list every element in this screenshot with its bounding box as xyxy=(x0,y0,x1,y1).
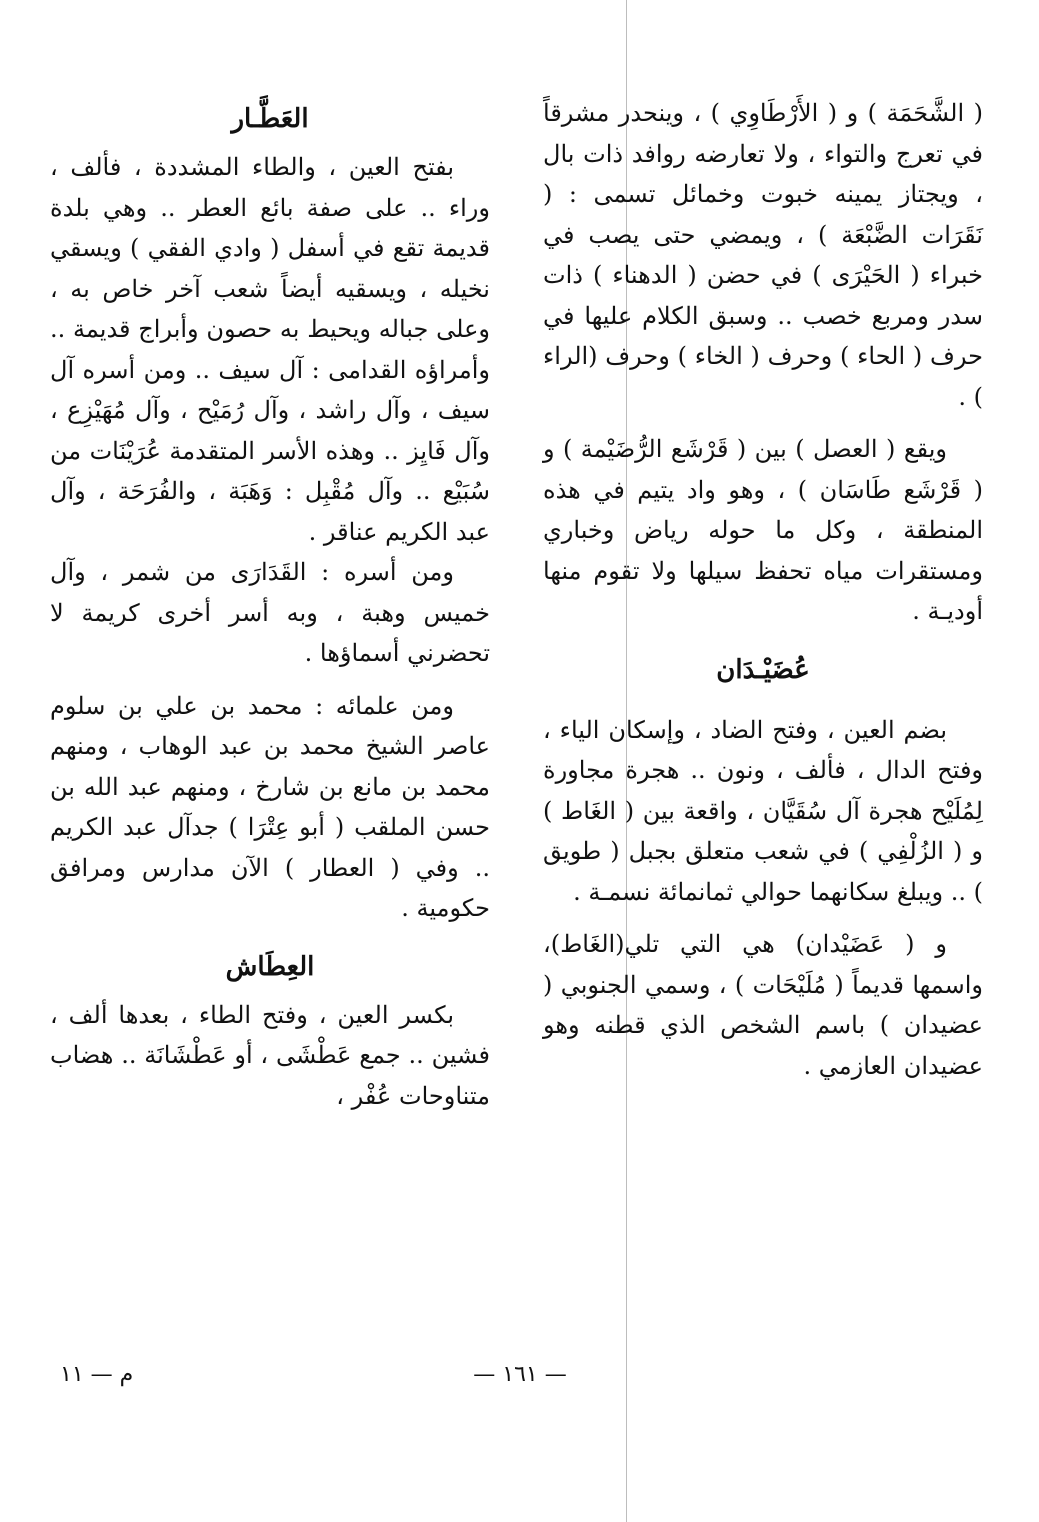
paragraph-al-attar-scholars: ومن علمائه : محمد بن علي بن سلوم عاصر الشيخ محمد بن عبد الوهاب ، ومنهم محمد بن مانع بن شارخ ، ومنهم عبد الله بن حسن الملقب ( أبو عِتْرَا ) جدآل عبد الكريم .. وفي ( العطار ) الآن مدارس ومرافق حكومية . xyxy=(50,691,491,922)
heading-al-attar: العَطَّـار xyxy=(231,104,309,134)
paragraph-al-attar-definition: بفتح العين ، والطاء المشددة ، فألف ، وراء .. على صفة بائع العطر .. وهي بلدة قديمة تقع في أسفل ( وادي الفقي ) ويسقي نخيله ، ويسقيه أيضاً شعب آخر خاص به ، وعلى جباله ويحيط به حصون وأبراج قديمة .. وأمراؤه القدامى : آل سيف .. ومن أسره آل سيف ، وآل راشد ، وآل رُمَيْح ، وآل مُهَيْزِع ، وآل فَايِز .. وهذه الأسر المتقدمة عُرَيْنَات من سُبَيْع .. وآل مُقْبِل : وَهَبَة ، والفُرَحَة ، وآل عبد الكريم عناقر . xyxy=(50,153,490,546)
page-number: — ١٦١ — xyxy=(473,1362,567,1387)
signature-mark: م — ١١ xyxy=(60,1362,134,1387)
heading-udaydan: عُضَيْـدَان xyxy=(716,654,810,685)
left-column xyxy=(50,93,490,1116)
right-column xyxy=(543,93,983,1086)
paragraph-wadi-description: ( الشَّحَمَة ) و ( الأَرْطَاوِي ) ، وينحدر مشرقاً في تعرج والتواء ، ولا تعارضه روافد ذات بال ، ويجتاز يمينه خبوت وخمائل تسمى : ( نَقَرَات الضَّبْعَة ) ، ويمضي حتى يصب في خبراء ( الحَيْرَى ) في حضن ( الدهناء ) ذات سدر ومربع خصب .. وسبق الكلام عليها في حرف ( الحاء ) وحرف ( الخاء ) وحرف (الراء ) . xyxy=(543,99,983,411)
paragraph-al-asal: ويقع ( العصل ) بين ( قَرْشَع الرُّضَيْمة ) و ( قَرْشَع طَاسَان ) ، وهو واد يتيم في هذه المنطقة ، وكل ما حوله رياض وخباري ومستقرات مياه تحفظ سيلها ولا تقوم منها أوديـة . xyxy=(543,435,983,625)
heading-al-itash: العِطَاش xyxy=(225,951,315,982)
paragraph-al-attar-families: ومن أسره : القَدَارَى من شمر ، وآل خميس وهبة ، وبه أسر أخرى كريمة لا تحضرني أسماؤها . xyxy=(50,558,490,667)
paragraph-udaydan-history: و ( عَضَيْدان) هي التي تلي(الغَاط)، واسمها قديماً ( مُلَيْحَات ) ، وسمي الجنوبي ( عضيدان ) باسم الشخص الذي قطنه وهو عضيدان العازمي . xyxy=(543,930,983,1080)
paragraph-udaydan-definition: بضم العين ، وفتح الضاد ، وإسكان الياء ، وفتح الدال ، فألف ، ونون .. هجرة مجاورة لِمُلَيْح هجرة آل سُقَيَّان ، واقعة بين ( الغَاط ) و ( الزُلْفِي ) في شعب متعلق بجبل ( طويق ) .. ويبلغ سكانهما حوالي ثمانمائة نسمـة . xyxy=(543,715,983,906)
paragraph-al-itash-definition: بكسر العين ، وفتح الطاء ، بعدها ألف ، فشين .. جمع عَطْشَى ، أو عَطْشَانَة .. هضاب متناوحات عُفْر ، xyxy=(50,1000,490,1110)
